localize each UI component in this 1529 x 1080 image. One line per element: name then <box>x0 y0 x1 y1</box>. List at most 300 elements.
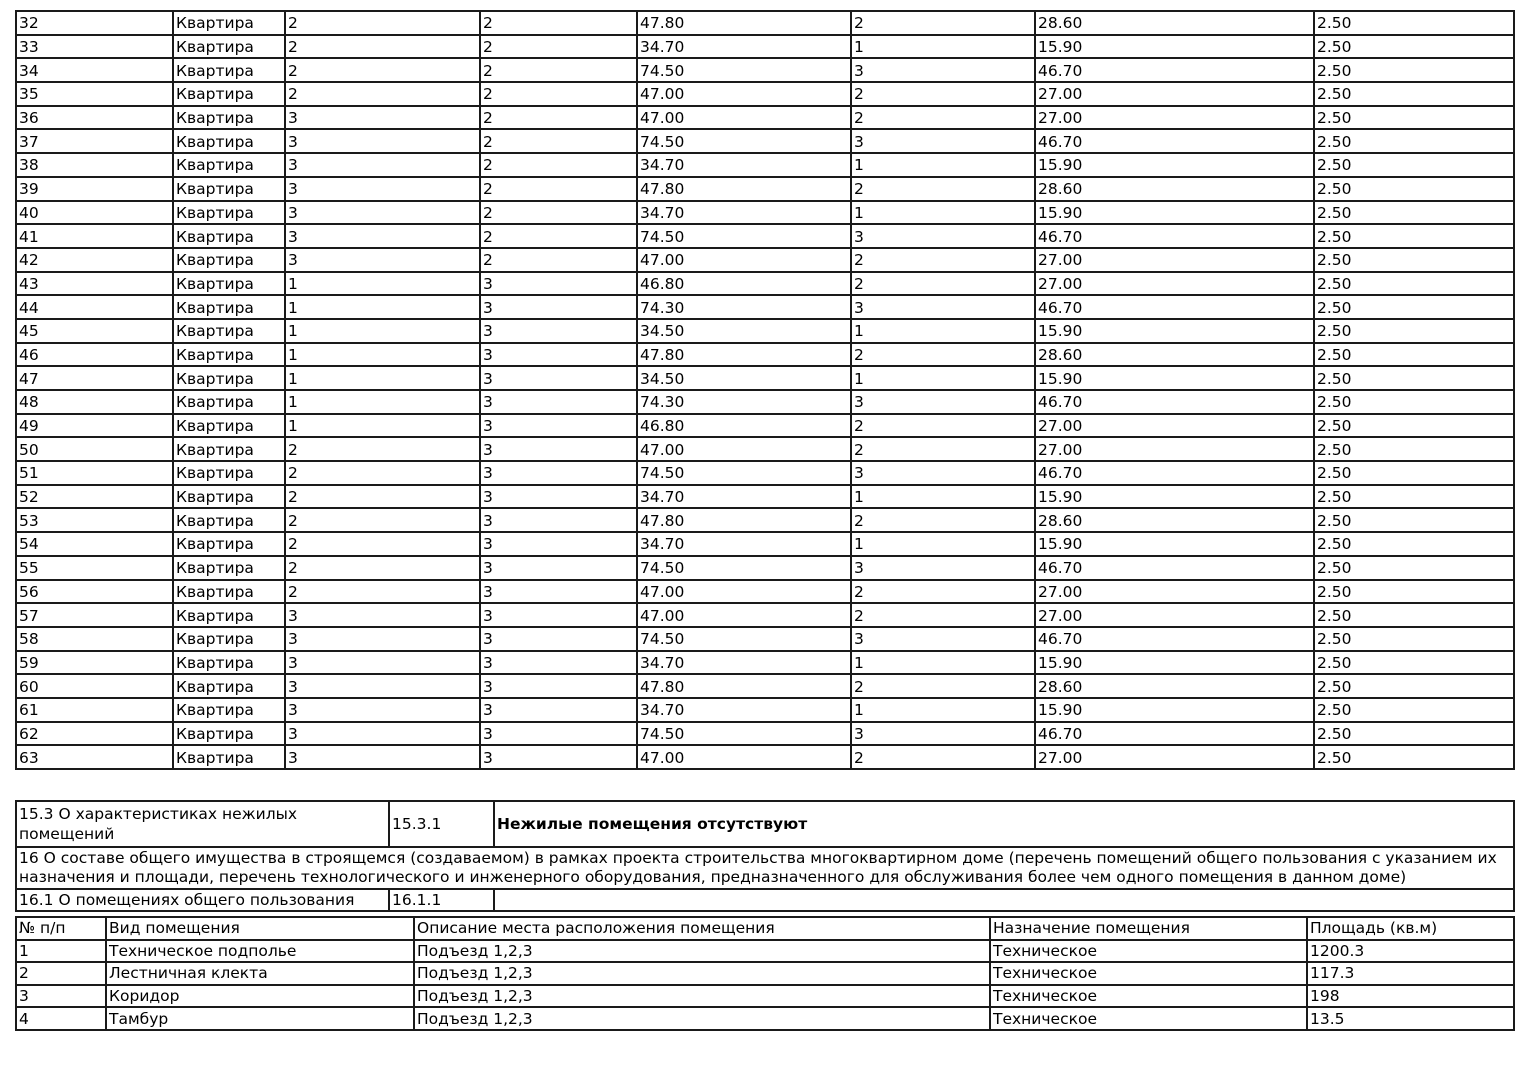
unit-number: 53 <box>16 508 173 532</box>
unit-ceiling-height: 2.50 <box>1314 11 1514 35</box>
unit-number: 36 <box>16 106 173 130</box>
table-row <box>16 985 1514 1008</box>
table-row <box>16 627 1514 651</box>
unit-section: 3 <box>285 722 480 746</box>
unit-type: Квартира <box>173 224 285 248</box>
table-row <box>16 295 1514 319</box>
unit-ceiling-height: 2.50 <box>1314 319 1514 343</box>
room-purpose: Техническое <box>990 1007 1307 1030</box>
unit-type: Квартира <box>173 485 285 509</box>
unit-rooms: 2 <box>851 437 1035 461</box>
table-row <box>16 153 1514 177</box>
unit-floor: 3 <box>480 343 637 367</box>
unit-section: 3 <box>285 698 480 722</box>
unit-living-area: 15.90 <box>1035 651 1314 675</box>
unit-number: 44 <box>16 295 173 319</box>
unit-living-area: 46.70 <box>1035 722 1314 746</box>
unit-section: 3 <box>285 627 480 651</box>
unit-floor: 2 <box>480 248 637 272</box>
unit-living-area: 46.70 <box>1035 58 1314 82</box>
unit-section: 2 <box>285 556 480 580</box>
unit-living-area: 46.70 <box>1035 129 1314 153</box>
unit-floor: 2 <box>480 153 637 177</box>
unit-living-area: 15.90 <box>1035 366 1314 390</box>
unit-ceiling-height: 2.50 <box>1314 556 1514 580</box>
unit-rooms: 2 <box>851 603 1035 627</box>
unit-floor: 3 <box>480 627 637 651</box>
unit-rooms: 3 <box>851 627 1035 651</box>
unit-number: 55 <box>16 556 173 580</box>
unit-floor: 3 <box>480 508 637 532</box>
unit-rooms: 2 <box>851 508 1035 532</box>
unit-floor: 2 <box>480 177 637 201</box>
unit-rooms: 2 <box>851 580 1035 604</box>
unit-number: 34 <box>16 58 173 82</box>
unit-type: Квартира <box>173 745 285 769</box>
unit-floor: 3 <box>480 295 637 319</box>
table-row <box>16 82 1514 106</box>
unit-total-area: 47.80 <box>637 343 851 367</box>
unit-ceiling-height: 2.50 <box>1314 508 1514 532</box>
unit-rooms: 1 <box>851 532 1035 556</box>
room-location: Подъезд 1,2,3 <box>414 985 990 1008</box>
unit-number: 41 <box>16 224 173 248</box>
unit-rooms: 1 <box>851 651 1035 675</box>
unit-type: Квартира <box>173 556 285 580</box>
section-15-3-code: 15.3.1 <box>389 801 494 847</box>
room-area: 13.5 <box>1307 1007 1514 1030</box>
unit-number: 45 <box>16 319 173 343</box>
unit-type: Квартира <box>173 295 285 319</box>
section-16-1-code: 16.1.1 <box>389 889 494 911</box>
unit-type: Квартира <box>173 722 285 746</box>
unit-living-area: 15.90 <box>1035 153 1314 177</box>
unit-total-area: 34.70 <box>637 698 851 722</box>
section-15-3-value: Нежилые помещения отсутствуют <box>494 801 1514 847</box>
unit-section: 1 <box>285 272 480 296</box>
unit-total-area: 34.50 <box>637 366 851 390</box>
room-area: 117.3 <box>1307 962 1514 985</box>
unit-rooms: 3 <box>851 224 1035 248</box>
unit-ceiling-height: 2.50 <box>1314 627 1514 651</box>
unit-total-area: 34.50 <box>637 319 851 343</box>
unit-ceiling-height: 2.50 <box>1314 201 1514 225</box>
unit-section: 1 <box>285 343 480 367</box>
apartments-table-body <box>16 11 1514 769</box>
table-row <box>16 508 1514 532</box>
unit-total-area: 47.00 <box>637 82 851 106</box>
unit-section: 3 <box>285 248 480 272</box>
unit-section: 2 <box>285 485 480 509</box>
unit-ceiling-height: 2.50 <box>1314 129 1514 153</box>
table-row <box>16 35 1514 59</box>
unit-living-area: 28.60 <box>1035 343 1314 367</box>
room-purpose: Техническое <box>990 962 1307 985</box>
section-16-title: 16 О составе общего имущества в строящемся (создаваемом) в рамках проекта строительства многоквартирном доме (перечень помещений общего пользования с указанием их назначения и площади, перечень технологического и инженерного оборудования, предназначенного для обслуживания более чем одного помещения в данном доме) <box>16 847 1514 889</box>
header-location: Описание места расположения помещения <box>414 917 990 940</box>
room-type: Коридор <box>106 985 414 1008</box>
unit-total-area: 34.70 <box>637 651 851 675</box>
unit-total-area: 74.50 <box>637 722 851 746</box>
unit-rooms: 3 <box>851 556 1035 580</box>
table-row <box>16 129 1514 153</box>
unit-section: 1 <box>285 295 480 319</box>
unit-rooms: 2 <box>851 674 1035 698</box>
unit-number: 39 <box>16 177 173 201</box>
room-number: 1 <box>16 940 106 963</box>
unit-floor: 3 <box>480 437 637 461</box>
unit-type: Квартира <box>173 35 285 59</box>
unit-section: 3 <box>285 603 480 627</box>
unit-floor: 2 <box>480 11 637 35</box>
unit-floor: 3 <box>480 461 637 485</box>
room-purpose: Техническое <box>990 985 1307 1008</box>
unit-ceiling-height: 2.50 <box>1314 248 1514 272</box>
unit-floor: 2 <box>480 129 637 153</box>
unit-floor: 2 <box>480 224 637 248</box>
unit-rooms: 2 <box>851 11 1035 35</box>
table-row <box>16 343 1514 367</box>
unit-number: 57 <box>16 603 173 627</box>
unit-number: 35 <box>16 82 173 106</box>
unit-living-area: 28.60 <box>1035 177 1314 201</box>
unit-type: Квартира <box>173 508 285 532</box>
table-row <box>16 603 1514 627</box>
table-row <box>16 224 1514 248</box>
unit-living-area: 28.60 <box>1035 11 1314 35</box>
unit-ceiling-height: 2.50 <box>1314 603 1514 627</box>
unit-type: Квартира <box>173 82 285 106</box>
unit-ceiling-height: 2.50 <box>1314 153 1514 177</box>
unit-rooms: 3 <box>851 129 1035 153</box>
unit-floor: 3 <box>480 745 637 769</box>
sections-table <box>15 800 1515 912</box>
unit-living-area: 28.60 <box>1035 674 1314 698</box>
table-row <box>16 390 1514 414</box>
unit-section: 2 <box>285 508 480 532</box>
unit-type: Квартира <box>173 627 285 651</box>
unit-total-area: 47.00 <box>637 106 851 130</box>
unit-total-area: 47.80 <box>637 508 851 532</box>
unit-number: 59 <box>16 651 173 675</box>
unit-type: Квартира <box>173 201 285 225</box>
unit-number: 42 <box>16 248 173 272</box>
unit-total-area: 47.00 <box>637 248 851 272</box>
unit-number: 50 <box>16 437 173 461</box>
unit-total-area: 74.50 <box>637 129 851 153</box>
unit-section: 2 <box>285 532 480 556</box>
unit-floor: 3 <box>480 319 637 343</box>
table-row <box>16 11 1514 35</box>
unit-living-area: 46.70 <box>1035 556 1314 580</box>
unit-rooms: 2 <box>851 106 1035 130</box>
unit-type: Квартира <box>173 580 285 604</box>
unit-ceiling-height: 2.50 <box>1314 698 1514 722</box>
unit-floor: 3 <box>480 722 637 746</box>
apartments-table <box>15 10 1515 770</box>
unit-ceiling-height: 2.50 <box>1314 722 1514 746</box>
unit-living-area: 27.00 <box>1035 437 1314 461</box>
room-type: Техническое подполье <box>106 940 414 963</box>
unit-total-area: 74.50 <box>637 461 851 485</box>
unit-total-area: 74.50 <box>637 556 851 580</box>
unit-section: 3 <box>285 745 480 769</box>
table-row <box>16 651 1514 675</box>
table-row <box>16 201 1514 225</box>
unit-section: 2 <box>285 580 480 604</box>
unit-living-area: 15.90 <box>1035 319 1314 343</box>
unit-total-area: 34.70 <box>637 153 851 177</box>
unit-living-area: 27.00 <box>1035 580 1314 604</box>
table-row <box>16 532 1514 556</box>
unit-ceiling-height: 2.50 <box>1314 437 1514 461</box>
room-purpose: Техническое <box>990 940 1307 963</box>
unit-living-area: 27.00 <box>1035 248 1314 272</box>
section-16-1-title: 16.1 О помещениях общего пользования <box>16 889 389 911</box>
header-number: № п/п <box>16 917 106 940</box>
unit-section: 2 <box>285 58 480 82</box>
header-purpose: Назначение помещения <box>990 917 1307 940</box>
unit-total-area: 47.80 <box>637 11 851 35</box>
table-row <box>16 698 1514 722</box>
unit-living-area: 15.90 <box>1035 35 1314 59</box>
unit-ceiling-height: 2.50 <box>1314 651 1514 675</box>
table-row <box>16 722 1514 746</box>
unit-total-area: 47.80 <box>637 674 851 698</box>
unit-number: 54 <box>16 532 173 556</box>
section-15-3-row <box>16 801 1514 847</box>
room-type: Тамбур <box>106 1007 414 1030</box>
unit-type: Квартира <box>173 414 285 438</box>
unit-section: 1 <box>285 414 480 438</box>
unit-number: 51 <box>16 461 173 485</box>
unit-rooms: 3 <box>851 295 1035 319</box>
unit-ceiling-height: 2.50 <box>1314 390 1514 414</box>
unit-number: 60 <box>16 674 173 698</box>
unit-living-area: 27.00 <box>1035 603 1314 627</box>
unit-rooms: 1 <box>851 201 1035 225</box>
unit-number: 61 <box>16 698 173 722</box>
unit-living-area: 15.90 <box>1035 532 1314 556</box>
unit-section: 2 <box>285 461 480 485</box>
unit-type: Квартира <box>173 272 285 296</box>
unit-section: 3 <box>285 224 480 248</box>
unit-floor: 3 <box>480 556 637 580</box>
table-row <box>16 745 1514 769</box>
table-row <box>16 1007 1514 1030</box>
unit-number: 37 <box>16 129 173 153</box>
unit-floor: 3 <box>480 674 637 698</box>
unit-number: 33 <box>16 35 173 59</box>
unit-total-area: 34.70 <box>637 485 851 509</box>
unit-floor: 3 <box>480 532 637 556</box>
unit-living-area: 27.00 <box>1035 272 1314 296</box>
unit-section: 1 <box>285 319 480 343</box>
unit-floor: 3 <box>480 414 637 438</box>
unit-section: 2 <box>285 11 480 35</box>
unit-living-area: 27.00 <box>1035 82 1314 106</box>
unit-section: 1 <box>285 390 480 414</box>
unit-type: Квартира <box>173 651 285 675</box>
table-row <box>16 58 1514 82</box>
unit-number: 32 <box>16 11 173 35</box>
unit-section: 1 <box>285 366 480 390</box>
unit-rooms: 1 <box>851 485 1035 509</box>
room-location: Подъезд 1,2,3 <box>414 1007 990 1030</box>
unit-number: 52 <box>16 485 173 509</box>
unit-living-area: 27.00 <box>1035 414 1314 438</box>
unit-rooms: 3 <box>851 461 1035 485</box>
room-number: 3 <box>16 985 106 1008</box>
room-number: 2 <box>16 962 106 985</box>
unit-ceiling-height: 2.50 <box>1314 272 1514 296</box>
unit-total-area: 46.80 <box>637 414 851 438</box>
unit-living-area: 46.70 <box>1035 627 1314 651</box>
unit-living-area: 46.70 <box>1035 461 1314 485</box>
table-row <box>16 962 1514 985</box>
unit-type: Квартира <box>173 58 285 82</box>
unit-type: Квартира <box>173 532 285 556</box>
section-15-3-title: 15.3 О характеристиках нежилых помещений <box>16 801 389 847</box>
unit-ceiling-height: 2.50 <box>1314 295 1514 319</box>
unit-rooms: 1 <box>851 698 1035 722</box>
unit-number: 38 <box>16 153 173 177</box>
unit-number: 62 <box>16 722 173 746</box>
unit-type: Квартира <box>173 603 285 627</box>
unit-rooms: 1 <box>851 35 1035 59</box>
table-row <box>16 437 1514 461</box>
section-16-1-value <box>494 889 1514 911</box>
unit-section: 3 <box>285 674 480 698</box>
unit-section: 3 <box>285 129 480 153</box>
unit-type: Квартира <box>173 390 285 414</box>
unit-type: Квартира <box>173 437 285 461</box>
unit-floor: 3 <box>480 580 637 604</box>
unit-ceiling-height: 2.50 <box>1314 461 1514 485</box>
unit-floor: 3 <box>480 390 637 414</box>
unit-type: Квартира <box>173 366 285 390</box>
unit-living-area: 15.90 <box>1035 485 1314 509</box>
unit-floor: 2 <box>480 106 637 130</box>
room-location: Подъезд 1,2,3 <box>414 962 990 985</box>
unit-floor: 2 <box>480 58 637 82</box>
table-row <box>16 461 1514 485</box>
unit-living-area: 27.00 <box>1035 106 1314 130</box>
unit-rooms: 2 <box>851 82 1035 106</box>
unit-section: 2 <box>285 437 480 461</box>
section-16-row <box>16 847 1514 889</box>
unit-ceiling-height: 2.50 <box>1314 580 1514 604</box>
unit-ceiling-height: 2.50 <box>1314 674 1514 698</box>
unit-number: 56 <box>16 580 173 604</box>
unit-total-area: 47.00 <box>637 437 851 461</box>
unit-type: Квартира <box>173 177 285 201</box>
room-type: Лестничная клекта <box>106 962 414 985</box>
common-areas-header-row <box>16 917 1514 940</box>
unit-rooms: 3 <box>851 722 1035 746</box>
unit-total-area: 74.30 <box>637 390 851 414</box>
table-row <box>16 177 1514 201</box>
unit-living-area: 15.90 <box>1035 201 1314 225</box>
unit-floor: 3 <box>480 366 637 390</box>
unit-living-area: 46.70 <box>1035 390 1314 414</box>
unit-rooms: 3 <box>851 390 1035 414</box>
table-row <box>16 940 1514 963</box>
unit-type: Квартира <box>173 343 285 367</box>
unit-ceiling-height: 2.50 <box>1314 343 1514 367</box>
unit-floor: 3 <box>480 603 637 627</box>
unit-rooms: 2 <box>851 272 1035 296</box>
unit-total-area: 74.50 <box>637 627 851 651</box>
unit-living-area: 46.70 <box>1035 295 1314 319</box>
unit-floor: 3 <box>480 698 637 722</box>
unit-floor: 3 <box>480 272 637 296</box>
unit-number: 40 <box>16 201 173 225</box>
unit-living-area: 27.00 <box>1035 745 1314 769</box>
table-row <box>16 272 1514 296</box>
unit-type: Квартира <box>173 319 285 343</box>
unit-type: Квартира <box>173 674 285 698</box>
unit-total-area: 34.70 <box>637 35 851 59</box>
unit-total-area: 47.00 <box>637 745 851 769</box>
unit-section: 2 <box>285 35 480 59</box>
unit-number: 49 <box>16 414 173 438</box>
unit-rooms: 1 <box>851 366 1035 390</box>
unit-number: 48 <box>16 390 173 414</box>
unit-total-area: 46.80 <box>637 272 851 296</box>
unit-rooms: 3 <box>851 58 1035 82</box>
unit-total-area: 47.00 <box>637 603 851 627</box>
unit-living-area: 15.90 <box>1035 698 1314 722</box>
unit-rooms: 2 <box>851 248 1035 272</box>
unit-ceiling-height: 2.50 <box>1314 414 1514 438</box>
unit-ceiling-height: 2.50 <box>1314 177 1514 201</box>
unit-ceiling-height: 2.50 <box>1314 82 1514 106</box>
table-row <box>16 414 1514 438</box>
unit-section: 3 <box>285 177 480 201</box>
unit-living-area: 46.70 <box>1035 224 1314 248</box>
unit-floor: 2 <box>480 82 637 106</box>
unit-rooms: 1 <box>851 319 1035 343</box>
unit-type: Квартира <box>173 129 285 153</box>
unit-rooms: 2 <box>851 177 1035 201</box>
table-row <box>16 556 1514 580</box>
common-areas-table <box>15 916 1515 1031</box>
unit-section: 2 <box>285 82 480 106</box>
unit-total-area: 34.70 <box>637 532 851 556</box>
unit-rooms: 2 <box>851 745 1035 769</box>
unit-floor: 3 <box>480 485 637 509</box>
room-number: 4 <box>16 1007 106 1030</box>
room-area: 1200.3 <box>1307 940 1514 963</box>
unit-number: 43 <box>16 272 173 296</box>
unit-section: 3 <box>285 651 480 675</box>
table-row <box>16 319 1514 343</box>
table-row <box>16 485 1514 509</box>
table-row <box>16 248 1514 272</box>
unit-rooms: 1 <box>851 153 1035 177</box>
unit-section: 3 <box>285 106 480 130</box>
unit-total-area: 47.80 <box>637 177 851 201</box>
unit-section: 3 <box>285 201 480 225</box>
unit-type: Квартира <box>173 248 285 272</box>
common-areas-table-body <box>16 917 1514 1030</box>
unit-type: Квартира <box>173 106 285 130</box>
room-location: Подъезд 1,2,3 <box>414 940 990 963</box>
unit-type: Квартира <box>173 11 285 35</box>
unit-section: 3 <box>285 153 480 177</box>
unit-type: Квартира <box>173 698 285 722</box>
